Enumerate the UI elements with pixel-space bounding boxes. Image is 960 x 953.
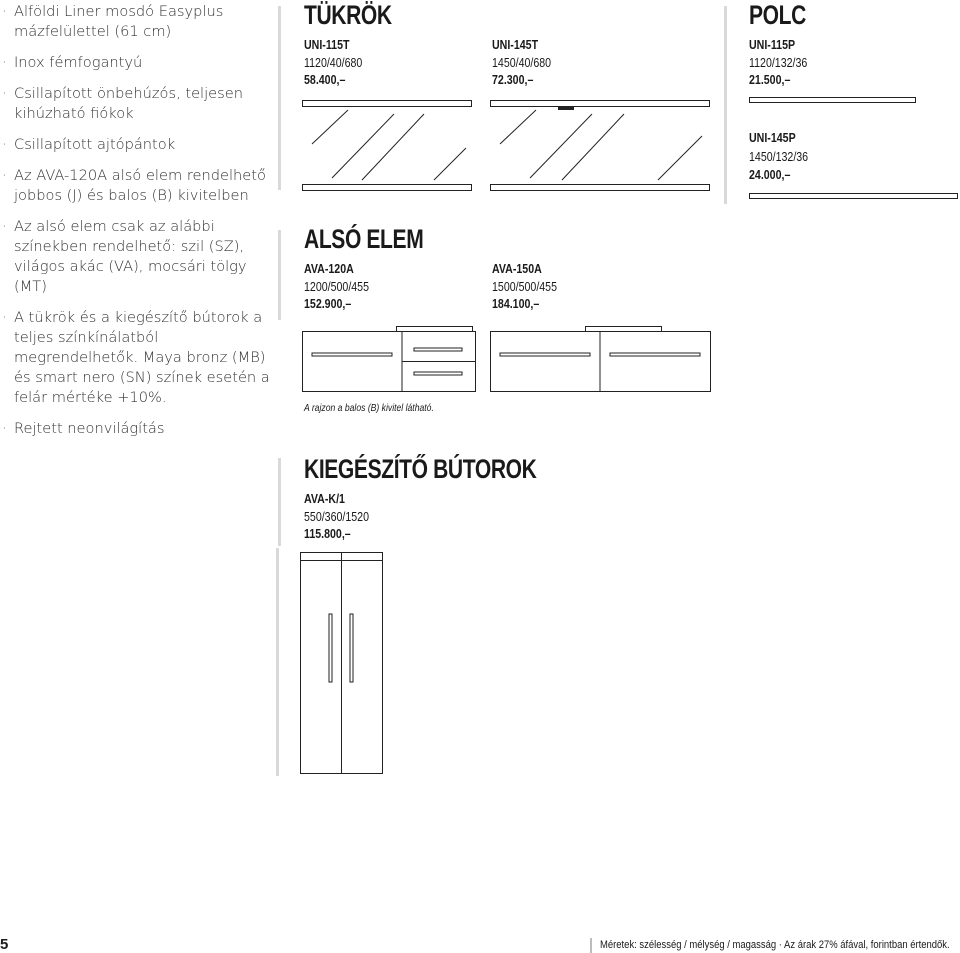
product-dims: 1450/40/680 bbox=[492, 56, 552, 70]
lower-unit-drawing bbox=[302, 326, 478, 396]
section-divider bbox=[276, 548, 279, 776]
product-code: UNI-115T bbox=[304, 38, 350, 52]
section-divider bbox=[278, 6, 281, 190]
product-code: AVA-120A bbox=[304, 262, 354, 276]
product-dims: 1500/500/455 bbox=[492, 280, 557, 294]
shelf-drawing bbox=[749, 97, 919, 105]
section-divider bbox=[278, 458, 281, 546]
product-dims: 550/360/1520 bbox=[304, 510, 369, 524]
product-price: 58.400,– bbox=[304, 73, 346, 87]
feature-item: · Az alsó elem csak az alábbi színekben rendelhető: szil (SZ), világos akác (VA), mocsári tölgy (MT) bbox=[2, 217, 270, 297]
page-number: 5 bbox=[0, 936, 9, 953]
product-code: UNI-115P bbox=[749, 38, 796, 52]
tall-cabinet-drawing bbox=[300, 552, 386, 776]
product-price: 24.000,– bbox=[749, 168, 791, 182]
product-dims: 1120/40/680 bbox=[304, 56, 363, 70]
feature-item: · Csillapított önbehúzós, teljesen kihúzható fiókok bbox=[2, 84, 270, 124]
lower-unit-drawing bbox=[490, 326, 712, 396]
product-code: AVA-K/1 bbox=[304, 492, 345, 506]
product-code: AVA-150A bbox=[492, 262, 542, 276]
shelf-drawing bbox=[749, 193, 960, 201]
feature-item: · Csillapított ajtópántok bbox=[2, 135, 270, 155]
product-dims: 1120/132/36 bbox=[749, 56, 808, 70]
accessory-heading: KIEGÉSZÍTŐ BÚTOROK bbox=[304, 454, 537, 484]
product-dims: 1200/500/455 bbox=[304, 280, 369, 294]
product-code: UNI-145P bbox=[749, 131, 796, 145]
feature-item: · A tükrök és a kiegészítő bútorok a teljes színkínálatból megrendelhetők. Maya bronz (MB) és smart nero (SN) színek esetén a felár mértéke +10%. bbox=[2, 308, 270, 408]
product-price: 115.800,– bbox=[304, 527, 351, 541]
mirrors-heading: TÜKRÖK bbox=[304, 0, 392, 30]
feature-item: · Rejtett neonvilágítás bbox=[2, 419, 270, 439]
feature-item: · Az AVA-120A alsó elem rendelhető jobbos (J) és balos (B) kivitelben bbox=[2, 166, 270, 206]
section-divider bbox=[724, 6, 727, 204]
lower-heading: ALSÓ ELEM bbox=[304, 224, 424, 254]
drawing-note: A rajzon a balos (B) kivitel látható. bbox=[304, 402, 434, 414]
mirror-drawing bbox=[302, 100, 472, 192]
shelf-heading: POLC bbox=[749, 0, 806, 30]
footer-divider bbox=[590, 938, 592, 953]
product-code: UNI-145T bbox=[492, 38, 539, 52]
section-divider bbox=[278, 230, 281, 320]
product-price: 152.900,– bbox=[304, 297, 352, 311]
product-price: 21.500,– bbox=[749, 73, 791, 87]
product-price: 184.100,– bbox=[492, 297, 540, 311]
feature-item: · Inox fémfogantyú bbox=[2, 53, 270, 73]
product-price: 72.300,– bbox=[492, 73, 534, 87]
feature-item: · Alföldi Liner mosdó Easyplus mázfelülettel (61 cm) bbox=[2, 2, 270, 42]
feature-list bbox=[2, 2, 270, 450]
product-dims: 1450/132/36 bbox=[749, 150, 809, 164]
footer-note: Méretek: szélesség / mélység / magasság · Az árak 27% áfával, forintban értendők. bbox=[600, 939, 950, 951]
mirror-drawing bbox=[490, 100, 710, 192]
